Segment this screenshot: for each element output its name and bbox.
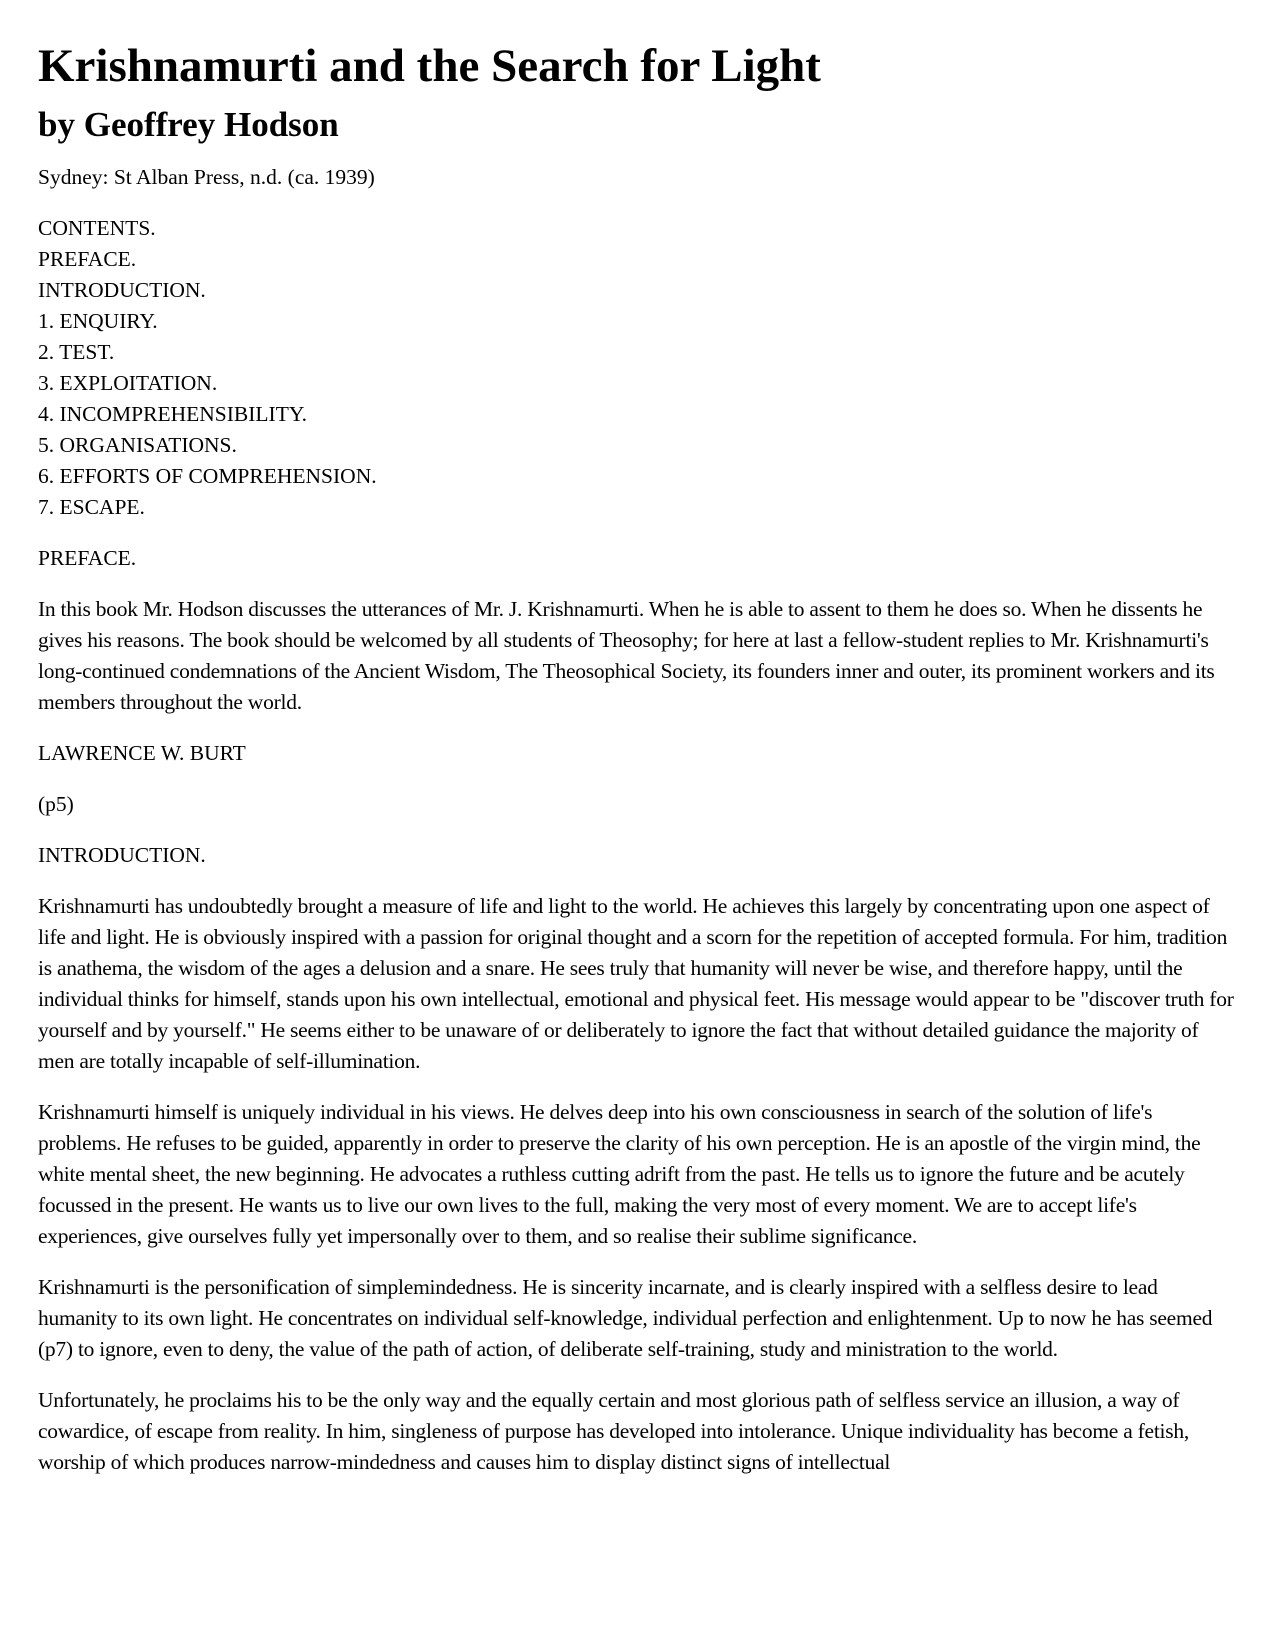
contents-item: 1. ENQUIRY.	[38, 309, 158, 333]
document-page	[38, 38, 1238, 1498]
contents-item: INTRODUCTION.	[38, 278, 206, 302]
preface-signature: LAWRENCE W. BURT	[38, 741, 246, 765]
introduction-paragraph: Krishnamurti himself is uniquely individual in his views. He delves deep into his own consciousness in search of the solution of life's problems. He refuses to be guided, apparently in order to preserve the clarity of his own perception. He is an apostle of the virgin mind, the white mental sheet, the new beginning. He advocates a ruthless cutting adrift from the past. He tells us to ignore the future and be acutely focussed in the present. He wants us to live our own lives to the full, making the very most of every moment. We are to accept life's experiences, give ourselves fully yet impersonally over to them, and so realise their sublime significance.	[38, 1100, 1201, 1248]
contents-item: 4. INCOMPREHENSIBILITY.	[38, 402, 307, 426]
page-marker: (p5)	[38, 792, 74, 816]
introduction-paragraph: Krishnamurti has undoubtedly brought a measure of life and light to the world. He achieves this largely by concentrating upon one aspect of life and light. He is obviously inspired with a passion for original thought and a scorn for the repetition of accepted formula. For him, tradition is anathema, the wisdom of the ages a delusion and a snare. He sees truly that humanity will never be wise, and therefore happy, until the individual thinks for himself, stands upon his own intellectual, emotional and physical feet. His message would appear to be "discover truth for yourself and by yourself." He seems either to be unaware of or deliberately to ignore the fact that without detailed guidance the majority of men are totally incapable of self-illumination.	[38, 894, 1234, 1073]
introduction-paragraph: Unfortunately, he proclaims his to be the only way and the equally certain and most glorious path of selfless service an illusion, a way of cowardice, of escape from reality. In him, singleness of purpose has developed into intolerance. Unique individuality has become a fetish, worship of which produces narrow-mindedness and causes him to display distinct signs of intellectual	[38, 1388, 1190, 1474]
contents-item: 7. ESCAPE.	[38, 495, 145, 519]
introduction-heading: INTRODUCTION.	[38, 843, 206, 867]
contents-item: 6. EFFORTS OF COMPREHENSION.	[38, 464, 377, 488]
contents-item: 5. ORGANISATIONS.	[38, 433, 237, 457]
preface-heading: PREFACE.	[38, 546, 137, 570]
contents-item: PREFACE.	[38, 247, 137, 271]
contents-item: 3. EXPLOITATION.	[38, 371, 218, 395]
table-of-contents	[38, 213, 1238, 523]
contents-item: 2. TEST.	[38, 340, 115, 364]
publication-info: Sydney: St Alban Press, n.d. (ca. 1939)	[38, 165, 375, 189]
preface-paragraph: In this book Mr. Hodson discusses the utterances of Mr. J. Krishnamurti. When he is able to assent to them he does so. When he dissents he gives his reasons. The book should be welcomed by all students of Theosophy; for here at last a fellow-student replies to Mr. Krishnamurti's long-continued condemnations of the Ancient Wisdom, The Theosophical Society, its founders inner and outer, its prominent workers and its members throughout the world.	[38, 597, 1215, 714]
document-title: Krishnamurti and the Search for Light	[38, 40, 821, 92]
introduction-paragraph: Krishnamurti is the personification of simplemindedness. He is sincerity incarnate, and is clearly inspired with a selfless desire to lead humanity to its own light. He concentrates on individual self-knowledge, individual perfection and enlightenment. Up to now he has seemed (p7) to ignore, even to deny, the value of the path of action, of deliberate self-training, study and ministration to the world.	[38, 1275, 1213, 1361]
author-byline: by Geoffrey Hodson	[38, 105, 339, 144]
contents-item: CONTENTS.	[38, 216, 156, 240]
